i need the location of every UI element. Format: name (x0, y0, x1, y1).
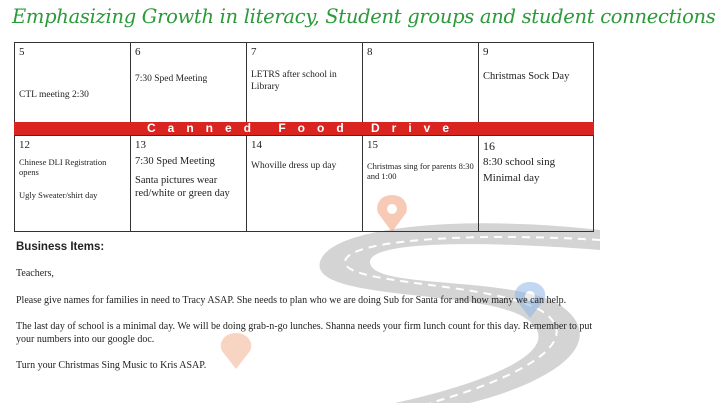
day-number: 9 (483, 46, 489, 58)
calendar-day (14, 42, 131, 123)
event: Whoville dress up day (251, 160, 337, 171)
paragraph: Turn your Christmas Sing Music to Kris ASAP. (16, 360, 207, 372)
event: Christmas sing for parents 8:30 and 1:00 (367, 160, 474, 182)
business-items-heading: Business Items: (16, 241, 105, 253)
paragraph: Teachers, (16, 268, 54, 280)
page-title: Emphasizing Growth in literacy, Student groups and student connections (12, 5, 716, 28)
day-number: 6 (135, 46, 141, 58)
event: Chinese DLI Registration opens (19, 156, 107, 178)
calendar-day (14, 135, 131, 232)
paragraph: Please give names for families in need to Tracy ASAP. She needs to plan who we are doing Sub for Santa for and how many we can help. (16, 294, 567, 306)
calendar-day (478, 42, 594, 123)
event: 8:30 school sing (483, 156, 556, 168)
calendar-day (246, 135, 363, 232)
day-number: 12 (19, 139, 30, 151)
day-number: 16 (483, 139, 495, 153)
event: 7:30 Sped Meeting (135, 155, 215, 167)
day-number: 5 (19, 46, 25, 58)
calendar-day (478, 135, 594, 232)
event: 7:30 Sped Meeting (135, 73, 208, 84)
day-number: 7 (251, 46, 257, 58)
day-number: 8 (367, 46, 373, 58)
event: Santa pictures wear red/white or green day (135, 174, 230, 199)
event: Ugly Sweater/shirt day (19, 190, 98, 200)
calendar-day (362, 135, 479, 232)
business-items (16, 240, 596, 387)
canned-food-drive-banner: Canned Food Drive (14, 122, 594, 135)
day-number: 14 (251, 139, 262, 151)
day-number: 15 (367, 139, 378, 151)
calendar-day (362, 42, 479, 123)
calendar-day (246, 42, 363, 123)
calendar-day (130, 42, 247, 123)
event: CTL meeting 2:30 (19, 89, 89, 100)
calendar-day (130, 135, 247, 232)
paragraph: The last day of school is a minimal day. We will be doing grab-n-go lunches. Shanna needs your firm lunch count for this day. Remember to put your numbers into our google doc. (16, 321, 593, 345)
calendar (14, 42, 594, 232)
day-number: 13 (135, 139, 146, 151)
event: Christmas Sock Day (483, 70, 570, 82)
event: LETRS after school in Library (251, 69, 337, 92)
event: Minimal day (483, 171, 540, 184)
